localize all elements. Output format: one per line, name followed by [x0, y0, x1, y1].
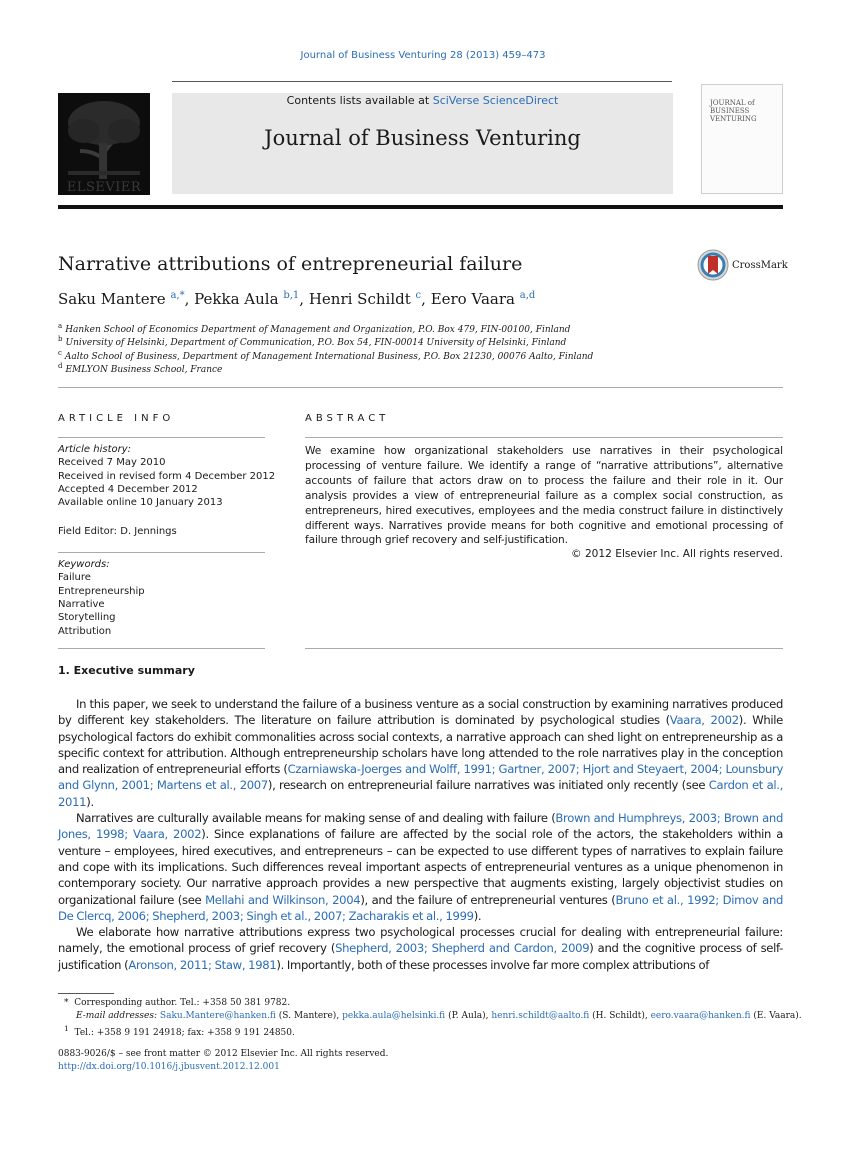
keyword: Failure [58, 572, 91, 583]
citation-link[interactable]: Brown and Humphreys, 2003; Brown and Jones, 1998; Vaara, 2002 [58, 811, 783, 842]
text-run: Narratives are culturally available means for making sense of and dealing with failure ( [76, 811, 556, 826]
author-name: Henri Schildt [308, 290, 411, 308]
doi-link[interactable]: http://dx.doi.org/10.1016/j.jbusvent.2012.12.001 [58, 1062, 280, 1072]
citation-link[interactable]: Shepherd, 2003; Shepherd and Cardon, 2009 [335, 941, 590, 956]
email-link[interactable]: Saku.Mantere@hanken.fi [159, 1011, 276, 1021]
elsevier-logo [58, 93, 150, 195]
info-divider [58, 648, 265, 649]
affiliation-text: University of Helsinki, Department of Communication, P.O. Box 54, FIN-00014 University of Helsinki, Finland [65, 338, 567, 348]
email-owner: (S. Mantere), [278, 1011, 340, 1021]
section-title: 1. Executive summary [58, 664, 195, 677]
text-run: ). Since explanations of failure are affected by the social role of the actors, the stakeholders within a venture – employees, hired executives, and entrepreneurs – can be expected to use different types of narratives to explain failure and cope with its implications. Such differences reveal important aspects of entrepreneurial ventures as a unique phenomenon in contemporary society. Our narrative approach provides a new perspective that augments existing, largely objectivist studies on organizational failure (see [58, 827, 784, 907]
journal-cover-thumbnail[interactable] [701, 84, 783, 194]
footer-issn: 0883-9026/$ – see front matter © 2012 Elsevier Inc. All rights reserved. [58, 1049, 389, 1059]
footnote-mark: 1 [64, 1024, 69, 1033]
author-affiliation-mark[interactable]: a,d [519, 290, 536, 301]
abstract-copyright: © 2012 Elsevier Inc. All rights reserved. [570, 548, 783, 560]
citation-link[interactable]: Bruno et al., 1992; Dimov and De Clercq, 2006; Shepherd, 2003; Singh et al., 2007; Zacharakis et al., 1999 [58, 892, 784, 923]
affiliation-text: Hanken School of Economics Department of Management and Organization, P.O. Box 479, FIN-00100, Finland [65, 325, 571, 335]
text-run: ), and the failure of entrepreneurial ventures ( [360, 892, 616, 907]
footnote-corresponding [64, 998, 290, 1008]
keywords-label: Keywords: [58, 559, 110, 570]
footnote-1 [64, 1024, 295, 1038]
paragraph [58, 924, 783, 973]
online-date: Available online 10 January 2013 [58, 497, 223, 508]
accepted-date: Accepted 4 December 2012 [58, 484, 198, 495]
crossmark-badge[interactable] [697, 249, 788, 283]
field-editor: Field Editor: D. Jennings [58, 526, 177, 537]
affiliation-mark: c [58, 349, 62, 357]
keyword: Attribution [58, 626, 112, 637]
footnote-text: Corresponding author. Tel.: +358 50 381 9782. [74, 998, 291, 1008]
author-name: Pekka Aula [194, 290, 279, 308]
journal-masthead [172, 93, 673, 194]
email-owner: (P. Aula), [448, 1011, 489, 1021]
email-link[interactable]: pekka.aula@helsinki.fi [342, 1011, 446, 1021]
citation-link[interactable]: Aronson, 2011; Staw, 1981 [128, 957, 277, 972]
text-run: In this paper, we seek to understand the failure of a business venture as a social construction by examining narratives produced by different key stakeholders. The literature on failure attribution is dominated by psychological studies ( [58, 697, 783, 728]
footnote-text: Tel.: +358 9 191 24918; fax: +358 9 191 24850. [74, 1028, 295, 1038]
crossmark-label: CrossMark [732, 260, 788, 271]
affiliation-mark: a [58, 322, 63, 330]
footnote-mark: * [64, 998, 69, 1008]
author-name: Saku Mantere [58, 290, 166, 308]
keyword: Entrepreneurship [58, 586, 145, 597]
author-affiliation-mark[interactable]: b,1 [283, 290, 300, 301]
affiliation [58, 362, 222, 375]
keyword: Narrative [58, 599, 105, 610]
received-date: Received 7 May 2010 [58, 457, 166, 468]
cover-title: JOURNAL of BUSINESS VENTURING [710, 99, 757, 123]
abstract-divider [305, 437, 783, 438]
author-affiliation-mark[interactable]: c [415, 290, 422, 301]
keyword: Storytelling [58, 612, 116, 623]
paragraph [58, 696, 783, 810]
info-divider [58, 552, 265, 553]
author-affiliation-mark[interactable]: a,* [170, 290, 185, 301]
abstract-text: We examine how organizational stakeholders use narratives in their psychological processing of venture failure. We identify a range of “narrative attributions”, alternative accounts of failure that actors draw on to process the failure and their role in it. Our analysis provides a view of entrepreneurial failure as a complex social construction, as entrepreneurs, hired executives, employees and the media construct failure in distinctively different ways. Narratives provide means for both cognitive and emotional processing of failure through grief recovery and self-justification. [305, 445, 783, 547]
body-text [58, 696, 783, 973]
citation-link[interactable]: Mellahi and Wilkinson, 2004 [205, 892, 361, 907]
affiliation-text: EMLYON Business School, France [65, 365, 223, 375]
affiliation [58, 335, 566, 348]
text-run: ) and the cognitive process of self-justification ( [58, 941, 783, 972]
text-run: We elaborate how narrative attributions express two psychological processes crucial for dealing with entrepreneurial failure: namely, the emotional process of grief recovery ( [58, 925, 783, 956]
citation-link[interactable]: Cardon et al., 2011 [58, 778, 783, 809]
text-run: ). While psychological factors do exhibit commonalities across social contexts, a narrative approach can shed light on entrepreneurship as a specific context for attribution. Although entrepreneurship scholars have long attended to the role narratives play in the conception and realization of entrepreneurial efforts ( [58, 713, 783, 777]
elsevier-logo-text: ELSEVIER [66, 180, 142, 195]
affiliation [58, 322, 570, 335]
email-owner: (E. Vaara). [753, 1011, 802, 1021]
contents-line [172, 94, 673, 107]
header-divider [172, 81, 672, 82]
history-label: Article history: [58, 444, 132, 455]
text-run: ). Importantly, both of these processes involve far more complex attributions of [276, 957, 709, 972]
text-run: ). [86, 794, 94, 809]
text-run: ), research on entrepreneurial failure narratives was initiated only recently (see [267, 778, 709, 793]
article-title: Narrative attributions of entrepreneurial failure [58, 253, 523, 275]
affiliation-mark: d [58, 362, 63, 370]
email-label: E-mail addresses: [76, 1011, 158, 1021]
footnote-emails [76, 1011, 802, 1021]
affiliation-mark: b [58, 335, 63, 343]
sciencedirect-link[interactable]: SciVerse ScienceDirect [432, 94, 559, 107]
citation-link[interactable]: Vaara, 2002 [669, 713, 739, 728]
contents-prefix: Contents lists available at [286, 94, 430, 107]
footnote-divider [58, 993, 114, 994]
header-bar [58, 205, 783, 209]
abstract-divider [305, 648, 783, 649]
journal-title: Journal of Business Venturing [264, 126, 581, 150]
journal-citation-link[interactable]: Journal of Business Venturing 28 (2013) 459–473 [300, 50, 546, 61]
citation-link[interactable]: Czarniawska-Joerges and Wolff, 1991; Gartner, 2007; Hjort and Steyaert, 2004; Lounsbury and Glynn, 2001; Martens et al., 2007 [58, 762, 783, 793]
paragraph [58, 810, 783, 924]
abstract-heading: ABSTRACT [305, 413, 390, 424]
info-divider [58, 437, 265, 438]
affiliation-divider [58, 387, 783, 388]
affiliation-text: Aalto School of Business, Department of Management International Business, P.O. Box 21230, 00076 Aalto, Finland [64, 352, 594, 362]
email-link[interactable]: eero.vaara@hanken.fi [650, 1011, 751, 1021]
text-run: ). [473, 908, 482, 923]
revised-date: Received in revised form 4 December 2012 [58, 471, 276, 482]
email-owner: (H. Schildt), [592, 1011, 648, 1021]
author-list: Saku Mantere $^{a,*}$, Pekka Aula $^{b,1}$, Henri Schildt $^c$, Eero Vaara $^{a,d}$ [58, 290, 536, 308]
crossmark-icon [697, 249, 729, 281]
article-info-heading: ARTICLE INFO [58, 413, 175, 424]
author-name: Eero Vaara [430, 290, 515, 308]
email-link[interactable]: henri.schildt@aalto.fi [491, 1011, 590, 1021]
affiliation [58, 349, 593, 362]
